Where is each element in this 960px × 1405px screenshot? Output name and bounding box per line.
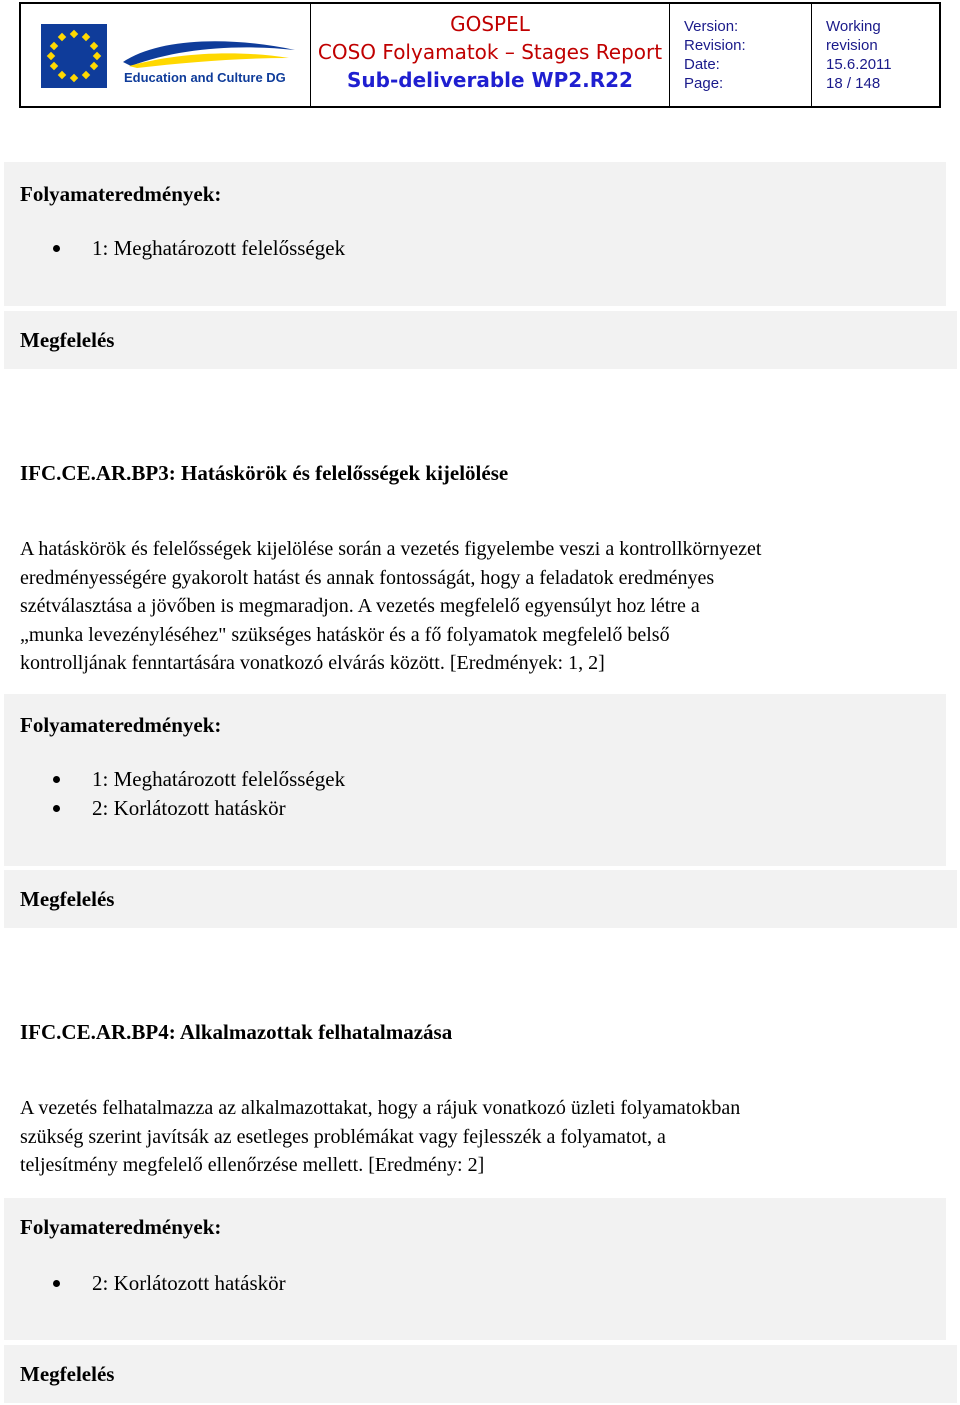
logo-text: Education and Culture DG xyxy=(124,70,286,85)
date-value: 15.6.2011 xyxy=(826,56,892,73)
page-label: Page: xyxy=(684,75,724,92)
results-heading: Folyamateredmények: xyxy=(20,182,222,206)
date-label: Date: xyxy=(684,56,720,73)
conformance-box xyxy=(4,870,957,928)
document-header xyxy=(19,2,941,108)
conformance-box xyxy=(4,1345,957,1403)
bullet-icon xyxy=(53,776,60,783)
page-value: 18 / 148 xyxy=(826,75,881,92)
sub-deliverable: Sub-deliverable WP2.R22 xyxy=(347,68,633,92)
conformance-heading: Megfelelés xyxy=(20,887,115,911)
meta-labels xyxy=(670,4,812,106)
eu-flag-icon xyxy=(41,24,107,88)
report-name: COSO Folyamatok – Stages Report xyxy=(317,40,663,64)
revision-value: revision xyxy=(826,37,878,54)
report-title xyxy=(311,4,670,106)
section-title: IFC.CE.AR.BP4: Alkalmazottak felhatalmazása xyxy=(20,1020,453,1044)
revision-label: Revision: xyxy=(684,37,746,54)
bullet-icon xyxy=(53,1280,60,1287)
swoosh-icon xyxy=(119,36,299,70)
version-label: Version: xyxy=(684,18,739,35)
conformance-heading: Megfelelés xyxy=(20,1362,115,1386)
conformance-box xyxy=(4,311,957,369)
eu-logo xyxy=(21,4,311,106)
version-value: Working xyxy=(826,18,881,35)
section-paragraph: A hatáskörök és felelősségek kijelölése során a vezetés figyelembe veszi a kontrollkörnyezet eredményességére gyakorolt hatást és annak fontosságát, hogy a feladatok eredményes szétválasztása a jövőben is megmaradjon. A vezetés megfelelő egyensúlyt hoz létre a „munka levezényléséhez" szükséges hatáskör és a fő folyamatok megfelelő belső kontrolljának fenntartására vonatkozó elvárás között. [Eredmények: 1, 2] xyxy=(20,538,762,674)
meta-values xyxy=(812,4,939,106)
conformance-heading: Megfelelés xyxy=(20,328,115,352)
results-heading: Folyamateredmények: xyxy=(20,1215,222,1239)
bullet-icon xyxy=(53,245,60,252)
results-heading: Folyamateredmények: xyxy=(20,713,222,737)
section-title: IFC.CE.AR.BP3: Hatáskörök és felelősségek kijelölése xyxy=(20,461,509,485)
project-name: GOSPEL xyxy=(450,12,530,36)
bullet-icon xyxy=(53,805,60,812)
section-paragraph: A vezetés felhatalmazza az alkalmazottakat, hogy a rájuk vonatkozó üzleti folyamatokban szükség szerint javítsák az esetleges problémákat vagy fejlesszék a folyamatot, a teljesítmény megfelelő ellenőrzése mellett. [Eredmény: 2] xyxy=(20,1097,741,1176)
